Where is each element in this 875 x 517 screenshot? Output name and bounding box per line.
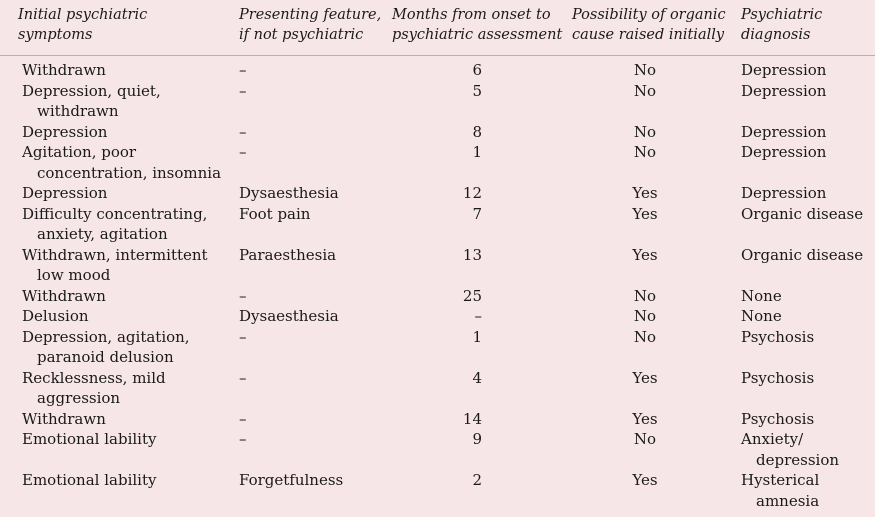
- months-cell: 5: [472, 81, 482, 100]
- symptoms-cell: [22, 368, 227, 409]
- symptoms-cell: [22, 122, 227, 143]
- organic-cell: Yes: [632, 204, 658, 223]
- symptoms-cell-line: Depression, agitation,: [22, 327, 190, 346]
- symptoms-cell-line: Emotional lability: [22, 471, 157, 489]
- feature-cell: –: [239, 143, 247, 161]
- organic-cell: No: [633, 143, 657, 161]
- header-organic-line2: cause raised initially: [572, 27, 725, 43]
- feature-cell: –: [239, 409, 247, 428]
- diagnosis-cell: [741, 60, 871, 81]
- organic-cell: No: [633, 61, 657, 79]
- feature-cell: Dysaesthesia: [239, 307, 339, 325]
- diagnosis-cell: [741, 204, 871, 225]
- symptoms-cell-line: Depression: [22, 184, 108, 202]
- header-diagnosis: [741, 5, 822, 45]
- diagnosis-cell-line: Anxiety/: [741, 430, 804, 448]
- header-symptoms-line2: symptoms: [18, 27, 93, 43]
- table-row: [0, 286, 875, 307]
- symptoms-cell-line: Withdrawn: [22, 61, 106, 79]
- symptoms-cell-line: Withdrawn: [22, 409, 106, 428]
- symptoms-cell-line: aggression: [37, 389, 121, 407]
- organic-cell: Yes: [632, 409, 658, 428]
- diagnosis-cell: [741, 368, 871, 389]
- header-symptoms-line1: Initial psychiatric: [18, 7, 148, 23]
- symptoms-cell-line: concentration, insomnia: [37, 163, 222, 182]
- symptoms-cell: [22, 81, 227, 122]
- months-cell: 1: [472, 327, 482, 346]
- organic-cell: Yes: [632, 471, 658, 489]
- header-organic-line1: Possibility of organic: [572, 7, 726, 23]
- months-cell: 4: [472, 368, 482, 387]
- header-feature: [239, 5, 381, 45]
- symptoms-cell-line: Recklessness, mild: [22, 368, 166, 387]
- organic-cell: No: [633, 286, 657, 305]
- header-symptoms: [18, 5, 147, 45]
- diagnosis-cell: [741, 429, 871, 470]
- table-row: [0, 368, 875, 409]
- diagnosis-cell: [741, 327, 871, 348]
- feature-cell: Foot pain: [239, 204, 311, 223]
- diagnosis-cell-line: Organic disease: [741, 204, 864, 223]
- symptoms-cell: [22, 429, 227, 450]
- feature-cell: Dysaesthesia: [239, 184, 339, 202]
- header-feature-line2: if not psychiatric: [239, 27, 364, 43]
- diagnosis-cell-line: amnesia: [756, 491, 820, 510]
- table-row: [0, 245, 875, 286]
- symptoms-cell-line: Depression: [22, 122, 108, 141]
- symptoms-cell-line: Difficulty concentrating,: [22, 204, 208, 223]
- symptoms-cell-line: Withdrawn: [22, 286, 106, 305]
- organic-cell: No: [633, 327, 657, 346]
- symptoms-cell-line: withdrawn: [37, 102, 119, 120]
- months-cell: 13: [462, 245, 482, 264]
- table-row: [0, 81, 875, 122]
- symptoms-cell-line: Depression, quiet,: [22, 81, 161, 100]
- months-cell: 25: [462, 286, 482, 305]
- symptoms-cell-line: Delusion: [22, 307, 89, 325]
- diagnosis-cell-line: Psychosis: [741, 368, 815, 387]
- feature-cell: –: [239, 430, 247, 448]
- diagnosis-cell: [741, 286, 871, 307]
- diagnosis-cell: [741, 409, 871, 430]
- symptoms-cell-line: Emotional lability: [22, 430, 157, 448]
- organic-cell: No: [633, 122, 657, 141]
- feature-cell: –: [239, 81, 247, 100]
- symptoms-cell-line: Withdrawn, intermittent: [22, 245, 208, 264]
- header-diagnosis-line2: diagnosis: [741, 27, 811, 43]
- table-row: [0, 122, 875, 143]
- table-row: [0, 409, 875, 430]
- header-diagnosis-line1: Psychiatric: [741, 7, 823, 23]
- diagnosis-cell-line: Depression: [741, 122, 827, 141]
- months-cell: 12: [462, 184, 482, 202]
- diagnosis-cell: [741, 81, 871, 102]
- organic-cell: No: [633, 430, 657, 448]
- organic-cell: No: [633, 307, 657, 325]
- table-row: [0, 60, 875, 81]
- symptoms-cell-line: Agitation, poor: [22, 143, 137, 161]
- organic-cell: Yes: [632, 184, 658, 202]
- header-months-line2: psychiatric assessment: [392, 27, 563, 43]
- months-cell: 1: [472, 143, 482, 161]
- diagnosis-cell-line: depression: [756, 450, 840, 469]
- diagnosis-cell-line: Hysterical: [741, 471, 820, 489]
- diagnosis-cell-line: None: [741, 307, 782, 325]
- table-row: [0, 142, 875, 183]
- months-cell: 14: [462, 409, 482, 428]
- header-months-line1: Months from onset to: [392, 7, 551, 23]
- feature-cell: –: [239, 327, 247, 346]
- organic-cell: Yes: [632, 368, 658, 387]
- symptoms-cell: [22, 60, 227, 81]
- diagnosis-cell: [741, 142, 871, 163]
- feature-cell: –: [239, 368, 247, 387]
- table-row: [0, 183, 875, 204]
- symptoms-cell: [22, 470, 227, 491]
- feature-cell: –: [239, 286, 247, 305]
- feature-cell: Forgetfulness: [239, 471, 344, 489]
- header-organic: [572, 5, 726, 45]
- months-cell: 6: [472, 61, 482, 79]
- diagnosis-cell-line: None: [741, 286, 782, 305]
- months-cell: 7: [472, 204, 482, 223]
- feature-cell: Paraesthesia: [239, 245, 337, 264]
- feature-cell: –: [239, 122, 247, 141]
- symptoms-cell: [22, 245, 227, 286]
- diagnosis-cell: [741, 245, 871, 266]
- organic-cell: Yes: [632, 245, 658, 264]
- symptoms-cell: [22, 327, 227, 368]
- diagnosis-cell: [741, 183, 871, 204]
- symptoms-cell: [22, 183, 227, 204]
- months-cell: 9: [472, 430, 482, 448]
- diagnosis-cell: [741, 470, 871, 511]
- symptoms-cell-line: anxiety, agitation: [37, 225, 168, 243]
- symptoms-cell: [22, 409, 227, 430]
- symptoms-cell-line: paranoid delusion: [37, 348, 174, 366]
- diagnosis-cell-line: Depression: [741, 81, 827, 100]
- months-cell: –: [474, 307, 482, 325]
- diagnosis-cell: [741, 306, 871, 327]
- symptoms-cell-line: low mood: [37, 266, 111, 284]
- table-row: [0, 327, 875, 368]
- symptoms-cell: [22, 142, 227, 183]
- symptoms-cell: [22, 306, 227, 327]
- months-cell: 2: [472, 471, 482, 489]
- diagnosis-cell-line: Depression: [741, 143, 827, 161]
- diagnosis-cell-line: Depression: [741, 61, 827, 79]
- header-feature-line1: Presenting feature,: [239, 7, 382, 23]
- table-header: [0, 0, 875, 56]
- months-cell: 8: [472, 122, 482, 141]
- table-row: [0, 470, 875, 511]
- symptoms-cell: [22, 204, 227, 245]
- feature-cell: –: [239, 61, 247, 79]
- table-body: [0, 60, 875, 511]
- diagnosis-cell-line: Psychosis: [741, 327, 815, 346]
- organic-cell: No: [633, 81, 657, 100]
- diagnosis-cell-line: Psychosis: [741, 409, 815, 428]
- diagnosis-cell-line: Depression: [741, 184, 827, 202]
- table-row: [0, 429, 875, 470]
- table-row: [0, 204, 875, 245]
- table-row: [0, 306, 875, 327]
- header-months: [392, 5, 562, 45]
- symptoms-cell: [22, 286, 227, 307]
- diagnosis-cell-line: Organic disease: [741, 245, 864, 264]
- diagnosis-cell: [741, 122, 871, 143]
